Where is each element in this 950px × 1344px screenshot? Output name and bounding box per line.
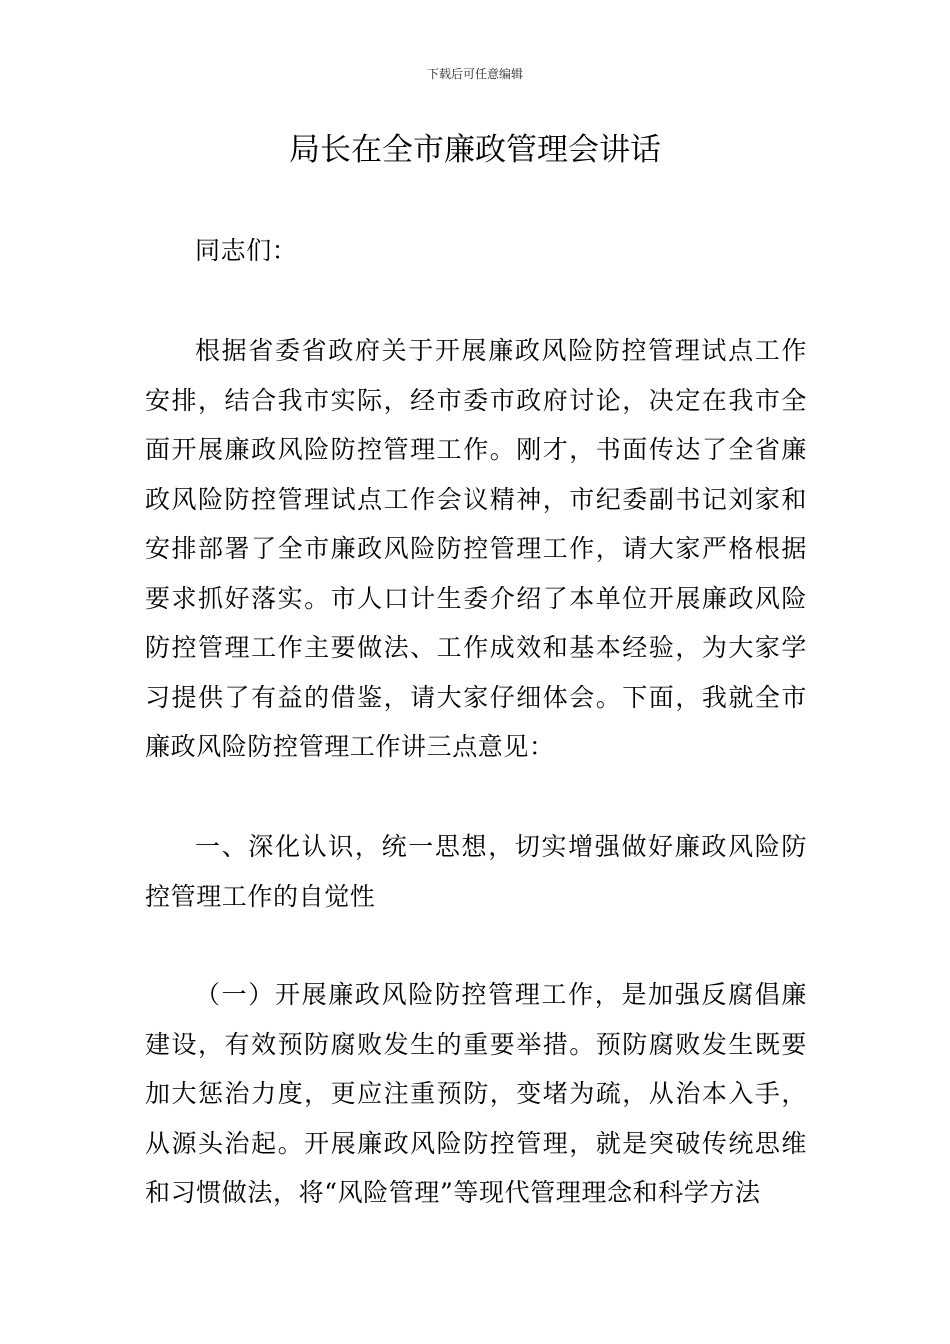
body-paragraph-subsection-one: （一）开展廉政风险防控管理工作，是加强反腐倡廉建设，有效预防腐败发生的重要举措。预防腐败发生既要加大惩治力度，更应注重预防，变堵为疏，从治本入手，从源头治起。开展廉政风险防控管理，就是突破传统思维和习惯做法，将“风险管理”等现代管理理念和科学方法 [145, 980, 807, 1207]
section-heading-one: 一、深化认识，统一思想，切实增强做好廉政风险防控管理工作的自觉性 [145, 832, 807, 911]
document-title: 局长在全市廉政管理会讲话 [289, 132, 661, 168]
salutation: 同志们： [195, 236, 298, 265]
body-paragraph-intro: 根据省委省政府关于开展廉政风险防控管理试点工作安排，结合我市实际，经市委市政府讨论，决定在我市全面开展廉政风险防控管理工作。刚才，书面传达了全省廉政风险防控管理试点工作会议精神，市纪委副书记刘家和安排部署了全市廉政风险防控管理工作，请大家严格根据要求抓好落实。市人口计生委介绍了本单位开展廉政风险防控管理工作主要做法、工作成效和基本经验，为大家学习提供了有益的借鉴，请大家仔细体会。下面，我就全市廉政风险防控管理工作讲三点意见： [145, 336, 807, 761]
page-header-note: 下载后可任意编辑 [426, 67, 523, 81]
